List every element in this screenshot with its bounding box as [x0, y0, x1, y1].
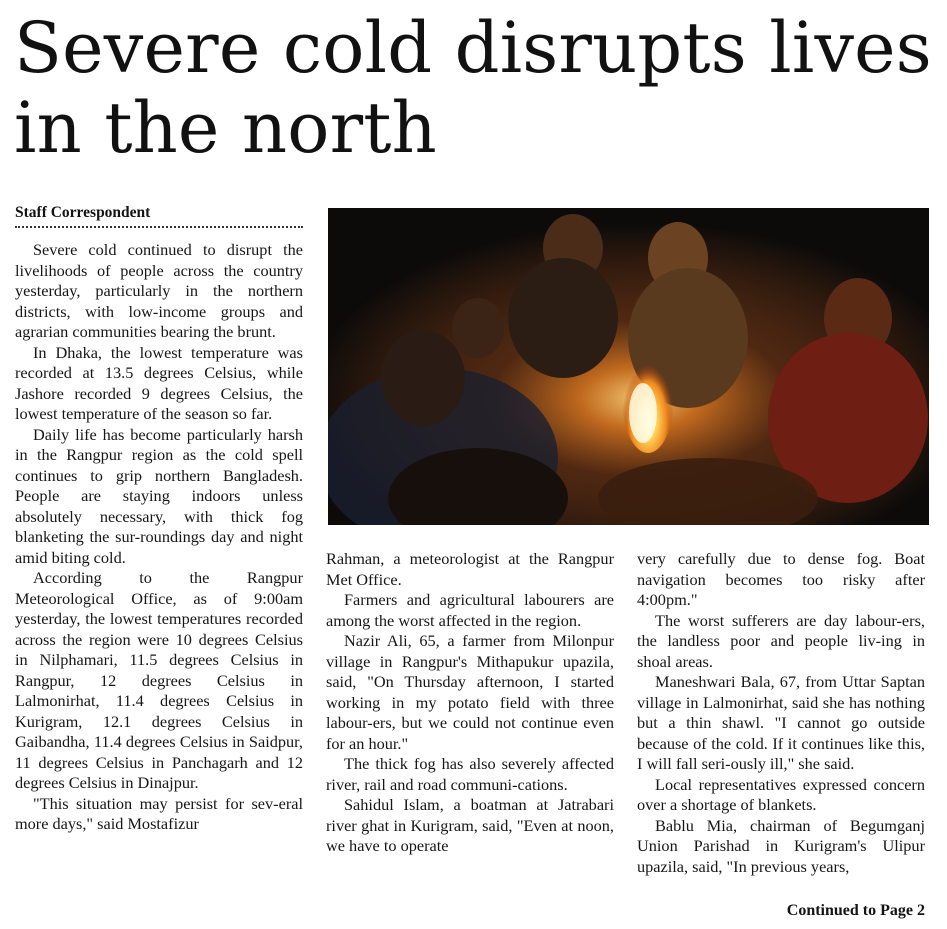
paragraph: Rahman, a meteorologist at the Rangpur Met Office.	[326, 549, 614, 589]
headline: Severe cold disrupts lives in the north	[14, 7, 932, 169]
paragraph: Nazir Ali, 65, a farmer from Milonpur village in Rangpur's Mithapukur upazila, said, "On Thursday afternoon, I started working in my potato field with three labour-ers, but we could not continue even for an hour."	[326, 631, 614, 753]
byline: Staff Correspondent	[15, 203, 303, 228]
article-column-1	[15, 240, 303, 835]
paragraph: The worst sufferers are day labour-ers, the landless poor and people liv-ing in shoal areas.	[637, 610, 925, 671]
paragraph: Daily life has become particularly harsh in the Rangpur region as the cold spell continues to grip northern Bangladesh. People are staying indoors unless absolutely necessary, with thick fog blanketing the sur-roundings day and night amid biting cold.	[15, 424, 303, 567]
paragraph: Severe cold continued to disrupt the livelihoods of people across the country yesterday, particularly in the northern districts, with low-income groups and agrarian communities bearing the brunt.	[15, 240, 303, 341]
paragraph: According to the Rangpur Meteorological Office, as of 9:00am yesterday, the lowest temperatures recorded across the region were 10 degrees Celsius in Nilphamari, 11.5 degrees Celsius in Rangpur, 12 degrees Celsius in Lalmonirhat, 11.4 degrees Celsius in Kurigram, 12.1 degrees Celsius in Gaibandha, 11.4 degrees Celsius in Saidpur, 11 degrees Celsius in Panchagarh and 12 degrees Celsius in Dinajpur.	[15, 568, 303, 792]
paragraph: In Dhaka, the lowest temperature was recorded at 13.5 degrees Celsius, while Jashore recorded 9 degrees Celsius, the lowest temperature of the season so far.	[15, 342, 303, 423]
article-column-2	[326, 549, 614, 857]
paragraph: Maneshwari Bala, 67, from Uttar Saptan village in Lalmonirhat, said she has nothing but a thin shawl. "I cannot go outside because of the cold. If it continues like this, I will fall seri-ously ill," she said.	[637, 672, 925, 773]
paragraph: Bablu Mia, chairman of Begumganj Union Parishad in Kurigram's Ulipur upazila, said, "In previous years,	[637, 815, 925, 876]
paragraph: Sahidul Islam, a boatman at Jatrabari river ghat in Kurigram, said, "Even at noon, we have to operate	[326, 795, 614, 855]
paragraph: "This situation may persist for sev-eral more days," said Mostafizur	[15, 793, 303, 833]
paragraph: The thick fog has also severely affected river, rail and road communi-cations.	[326, 754, 614, 794]
people-warming-by-fire-icon	[328, 208, 929, 525]
paragraph: very carefully due to dense fog. Boat navigation becomes too risky after 4:00pm."	[637, 549, 925, 609]
article-column-3	[637, 549, 925, 877]
article-photo	[328, 208, 929, 525]
paragraph: Local representatives expressed concern over a shortage of blankets.	[637, 774, 925, 814]
paragraph: Farmers and agricultural labourers are among the worst affected in the region.	[326, 590, 614, 630]
continued-link[interactable]: Continued to Page 2	[786, 902, 925, 919]
